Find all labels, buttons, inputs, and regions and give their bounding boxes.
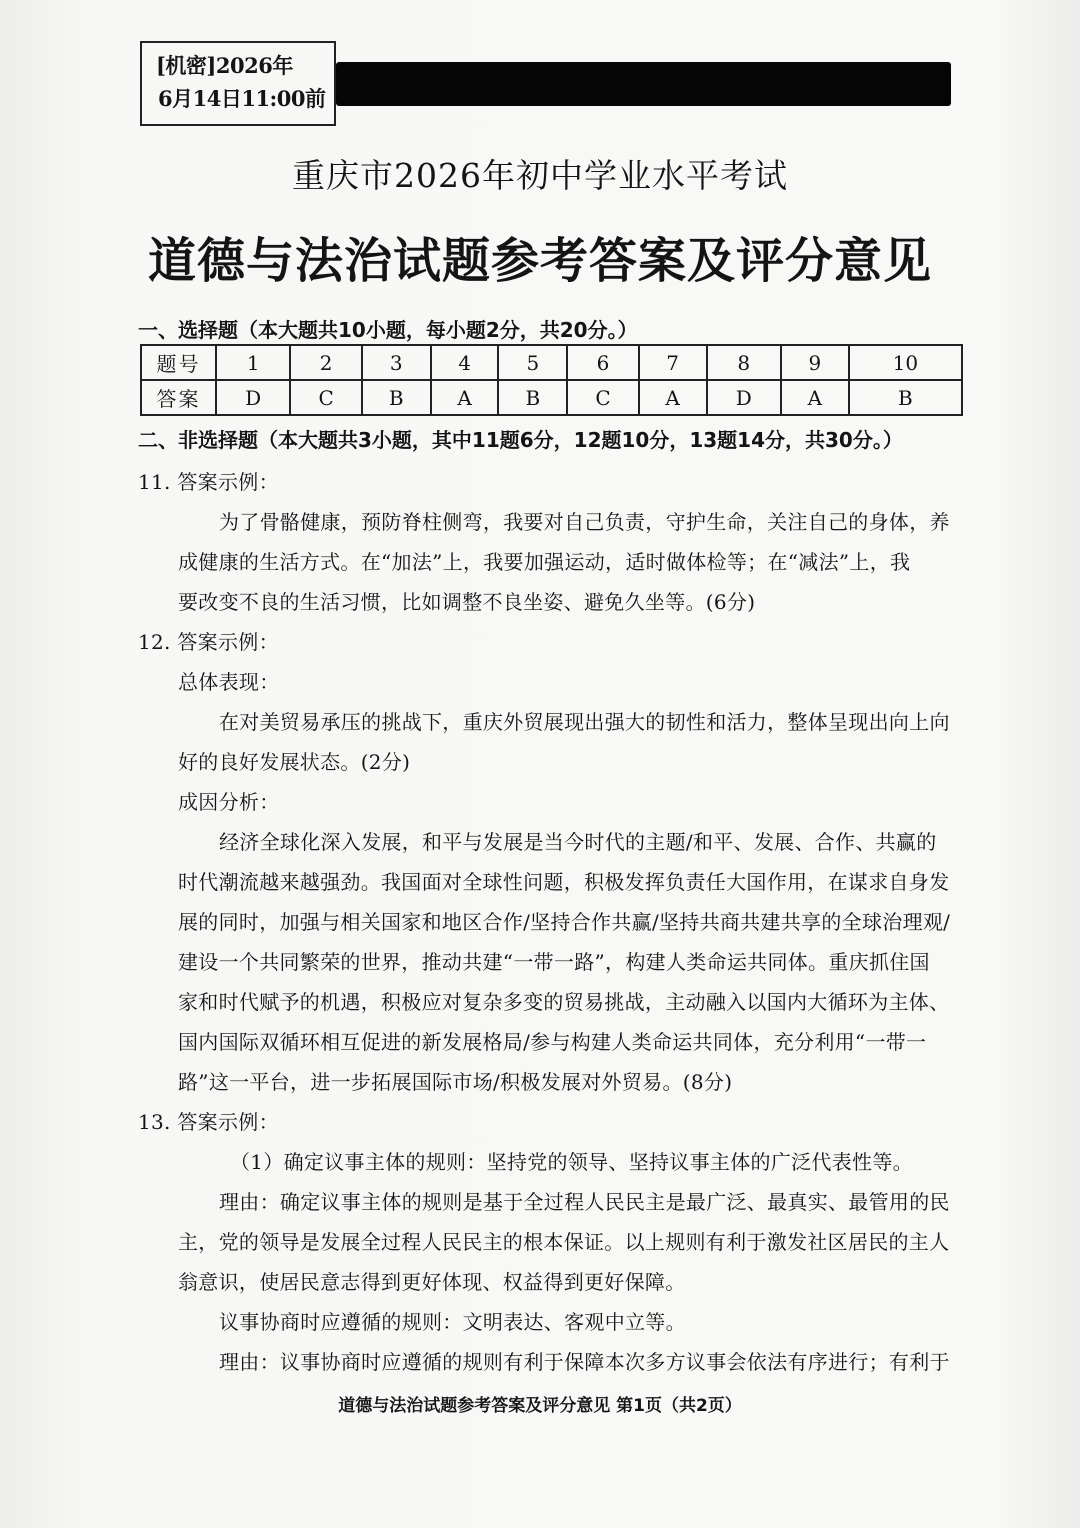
row-label-number: 题号 [141, 345, 216, 380]
question-number-cell: 3 [362, 345, 431, 380]
confidential-line-1: [机密]2026年 [156, 53, 293, 78]
answer-cell: D [216, 380, 290, 415]
answer-text-line: 时代潮流越来越强劲。我国面对全球性问题，积极发挥负责任大国作用，在谋求自身发 [178, 870, 950, 894]
question-number-cell: 1 [216, 345, 290, 380]
question-number-cell: 9 [781, 345, 849, 380]
answer-text-line: 为了骨骼健康，预防脊柱侧弯，我要对自己负责，守护生命，关注自己的身体，养 [219, 510, 950, 534]
answer-cell: A [431, 380, 499, 415]
question-12-label: 12. 答案示例： [138, 630, 279, 654]
question-number-cell: 10 [849, 345, 962, 380]
answer-text-line: 翁意识，使居民意志得到更好体现、权益得到更好保障。 [178, 1270, 686, 1294]
section-2-heading: 二、非选择题（本大题共3小题，其中11题6分，12题10分，13题14分，共30分。） [138, 428, 903, 452]
answer-text-line: 国内国际双循环相互促进的新发展格局/参与构建人类命运共同体，充分利用“一带一 [178, 1030, 927, 1054]
redaction-bar [336, 62, 951, 106]
answer-cell: B [498, 380, 567, 415]
question-number-cell: 5 [498, 345, 567, 380]
section-1-heading: 一、选择题（本大题共10小题，每小题2分，共20分。） [138, 318, 638, 342]
question-number-row [141, 345, 962, 380]
answer-text-line: 好的良好发展状态。(2分) [178, 750, 411, 774]
question-number-cell: 8 [707, 345, 781, 380]
question-number-cell: 7 [639, 345, 707, 380]
answer-cell: A [639, 380, 707, 415]
answer-text-line: 成健康的生活方式。在“加法”上，我要加强运动，适时做体检等；在“减法”上，我 [178, 550, 911, 574]
answer-text-line: 经济全球化深入发展，和平与发展是当今时代的主题/和平、发展、合作、共赢的 [219, 830, 937, 854]
cause-analysis-label: 成因分析： [178, 790, 280, 814]
answer-cell: B [849, 380, 962, 415]
answer-text-line: 展的同时，加强与相关国家和地区合作/坚持合作共赢/坚持共商共建共享的全球治理观/ [178, 910, 951, 934]
answer-cell: C [567, 380, 638, 415]
answer-text-line: 在对美贸易承压的挑战下，重庆外贸展现出强大的韧性和活力，整体呈现出向上向 [219, 710, 950, 734]
question-number-cell: 6 [567, 345, 638, 380]
answer-cell: C [290, 380, 361, 415]
answer-text-line: 理由：议事协商时应遵循的规则有利于保障本次多方议事会依法有序进行；有利于 [219, 1350, 950, 1374]
answer-table [140, 344, 963, 416]
question-number-cell: 4 [431, 345, 499, 380]
answer-text-line: 议事协商时应遵循的规则：文明表达、客观中立等。 [219, 1310, 686, 1334]
answer-text-line: 主，党的领导是发展全过程人民民主的根本保证。以上规则有利于激发社区居民的主人 [178, 1230, 950, 1254]
question-13-label: 13. 答案示例： [138, 1110, 279, 1134]
confidential-box [140, 41, 336, 126]
answer-cell: B [362, 380, 431, 415]
answer-text-line: 家和时代赋予的机遇，积极应对复杂多变的贸易挑战，主动融入以国内大循环为主体、 [178, 990, 950, 1014]
answer-text-line: 要改变不良的生活习惯，比如调整不良坐姿、避免久坐等。(6分) [178, 590, 756, 614]
answer-cell: D [707, 380, 781, 415]
document-title: 道德与法治试题参考答案及评分意见 [147, 233, 932, 289]
overall-performance-label: 总体表现： [178, 670, 280, 694]
confidential-line-2: 6月14日11:00前 [158, 86, 326, 111]
exam-title: 重庆市2026年初中学业水平考试 [292, 156, 788, 195]
question-11-label: 11. 答案示例： [138, 470, 279, 494]
answer-text-line: 建设一个共同繁荣的世界，推动共建“一带一路”，构建人类命运共同体。重庆抓住国 [178, 950, 930, 974]
answer-cell: A [781, 380, 849, 415]
answer-text-line: 理由：确定议事主体的规则是基于全过程人民民主是最广泛、最真实、最管用的民 [219, 1190, 950, 1214]
row-label-answer: 答案 [141, 380, 216, 415]
page-footer: 道德与法治试题参考答案及评分意见 第1页（共2页） [338, 1396, 742, 1416]
question-number-cell: 2 [290, 345, 361, 380]
answer-text-line: （1）确定议事主体的规则：坚持党的领导、坚持议事主体的广泛代表性等。 [230, 1150, 913, 1174]
answer-text-line: 路”这一平台，进一步拓展国际市场/积极发展对外贸易。(8分) [178, 1070, 733, 1094]
answer-row [141, 380, 962, 415]
